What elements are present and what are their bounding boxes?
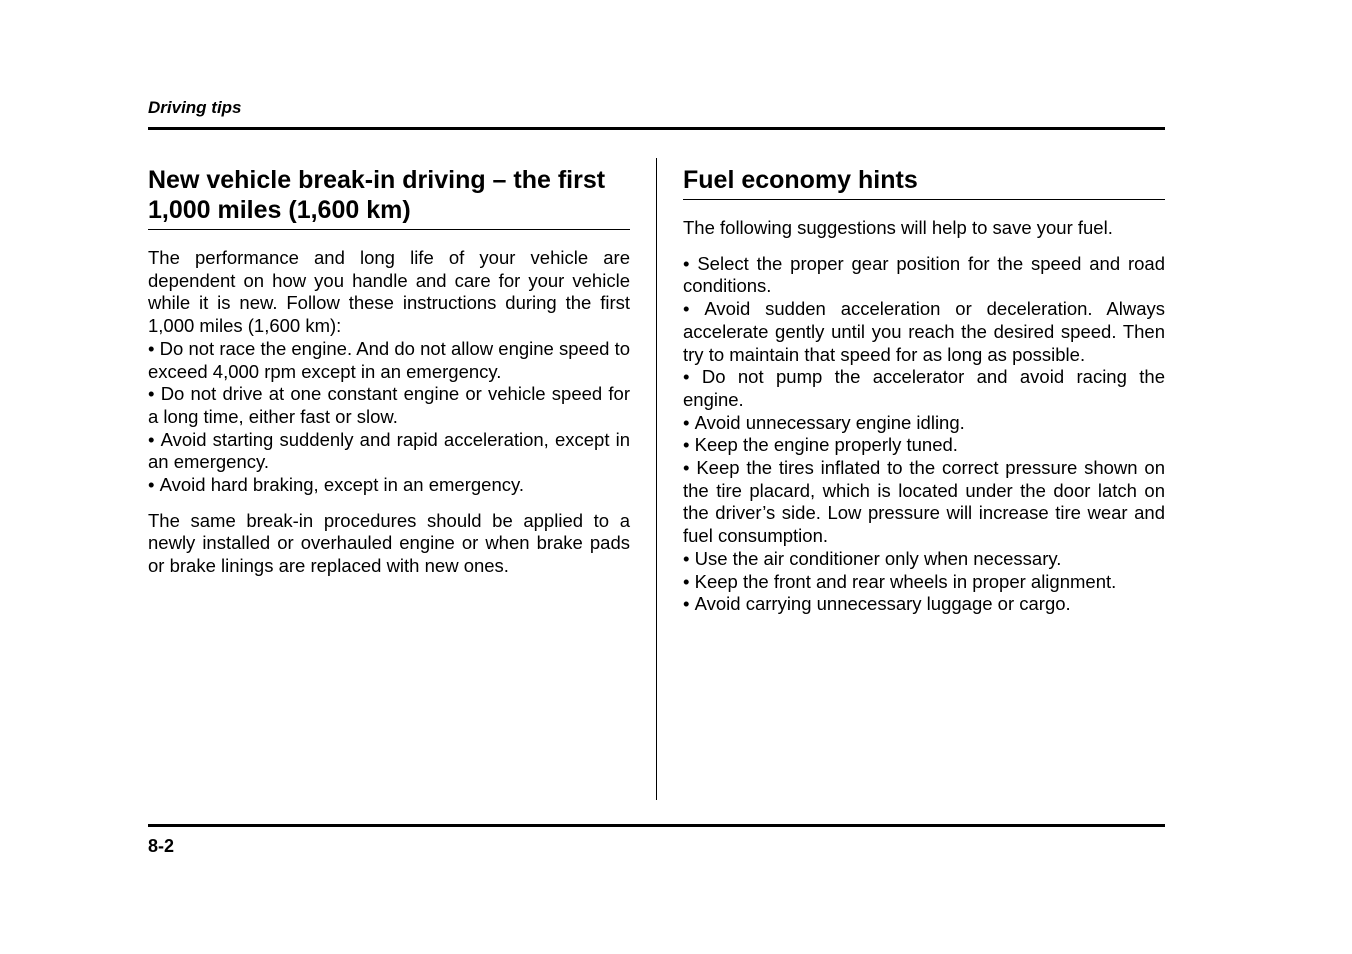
fuel-economy-bullet: • Avoid carrying unnecessary luggage or cargo. <box>683 593 1165 616</box>
fuel-economy-intro: The following suggestions will help to save your fuel. <box>683 217 1113 238</box>
fuel-economy-title: Fuel economy hints <box>683 165 1165 200</box>
footer-rule <box>148 824 1165 827</box>
fuel-economy-bullet: • Keep the front and rear wheels in proper alignment. <box>683 571 1165 594</box>
break-in-bullet: • Do not drive at one constant engine or vehicle speed for a long time, either fast or slow. <box>148 383 630 428</box>
fuel-economy-bullet: • Do not pump the accelerator and avoid racing the engine. <box>683 366 1165 411</box>
fuel-economy-bullet: • Use the air conditioner only when necessary. <box>683 548 1165 571</box>
fuel-economy-bullet: • Avoid unnecessary engine idling. <box>683 412 1165 435</box>
column-divider <box>656 158 657 800</box>
break-in-bullet: • Avoid starting suddenly and rapid acceleration, except in an emergency. <box>148 429 630 474</box>
break-in-bullet: • Do not race the engine. And do not allow engine speed to exceed 4,000 rpm except in an emergency. <box>148 338 630 383</box>
break-in-title: New vehicle break-in driving – the first 1,000 miles (1,600 km) <box>148 165 630 230</box>
page-number: 8-2 <box>148 836 175 856</box>
fuel-economy-bullet: • Keep the engine properly tuned. <box>683 434 1165 457</box>
fuel-economy-bullet: • Avoid sudden acceleration or deceleration. Always accelerate gently until you reach the desired speed. Then try to maintain that speed for as long as possible. <box>683 298 1165 366</box>
running-header: Driving tips <box>148 98 242 117</box>
header-rule <box>148 127 1165 130</box>
fuel-economy-section <box>683 165 1165 616</box>
break-in-bullet: • Avoid hard braking, except in an emergency. <box>148 474 630 497</box>
break-in-intro: The performance and long life of your vehicle are dependent on how you handle and care for your vehicle while it is new. Follow these instructions during the first 1,000 miles (1,600 km): <box>148 247 630 337</box>
fuel-economy-bullet: • Keep the tires inflated to the correct pressure shown on the tire placard, which is located under the door latch on the driver’s side. Low pressure will increase tire wear and fuel consumption. <box>683 457 1165 548</box>
break-in-section <box>148 165 630 578</box>
fuel-economy-bullet: • Select the proper gear position for the speed and road conditions. <box>683 253 1165 298</box>
break-in-closing: The same break-in procedures should be applied to a newly installed or overhauled engine or when brake pads or brake linings are replaced with new ones. <box>148 509 630 577</box>
